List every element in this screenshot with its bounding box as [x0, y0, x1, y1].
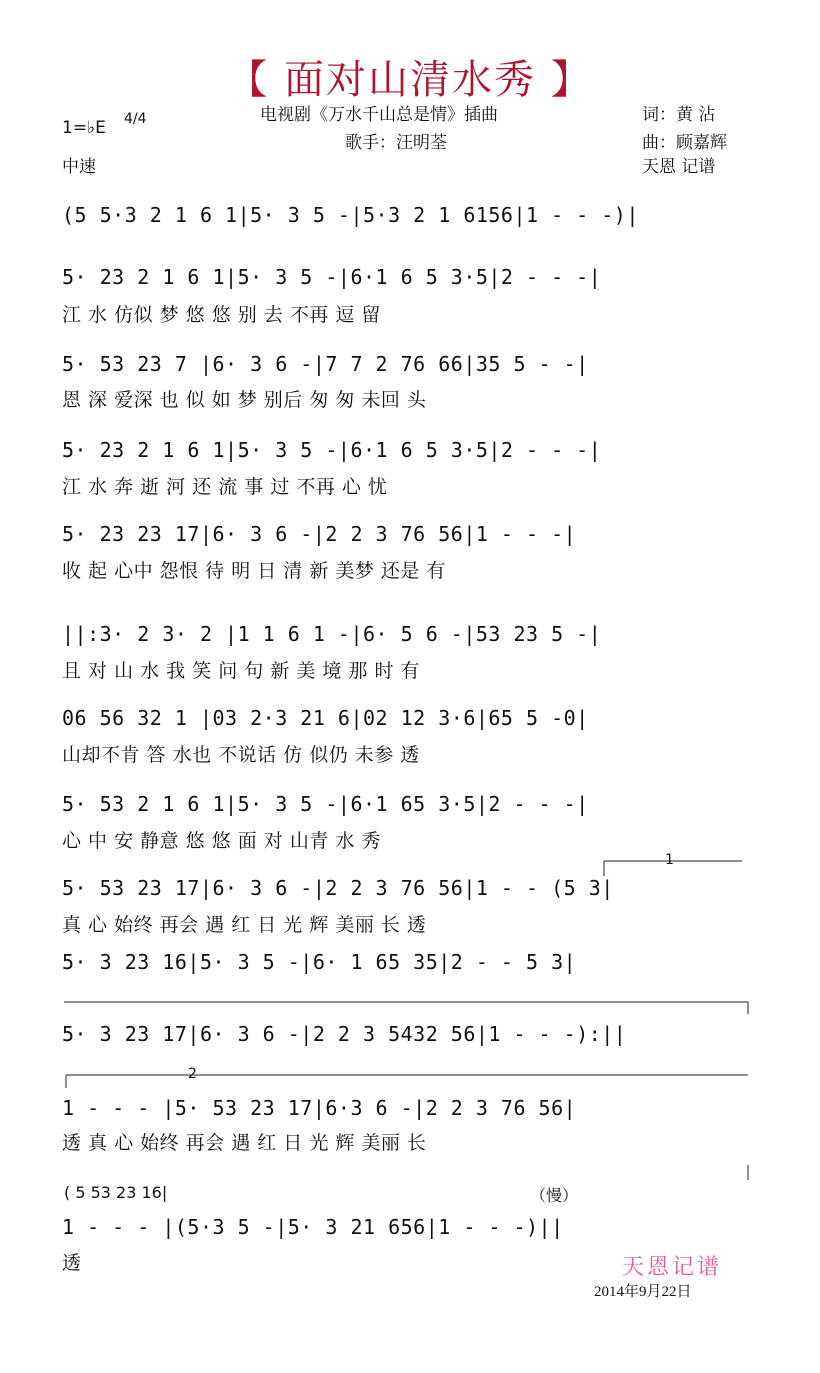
- lyricist-credit: 词：黄 沾: [642, 105, 716, 125]
- slow-marking: （慢）: [530, 1186, 579, 1205]
- score-notes-row: 5· 53 23 7 |6· 3 6 -|7 7 2 76 66|35 5 - -|: [62, 352, 589, 376]
- score-lyrics-row: 恩 深 爱深 也 似 如 梦 别后 匆 匆 未回 头: [62, 389, 427, 411]
- watermark: 天恩记谱: [622, 1255, 723, 1280]
- score-notes-row: ||:3· 2 3· 2 |1 1 6 1 -|6· 5 6 -|53 23 5 -|: [62, 622, 602, 646]
- score-lyrics-row: 且 对 山 水 我 笑 问 句 新 美 境 那 时 有: [62, 660, 421, 682]
- score-notes-row: 06 56 32 1 |03 2·3 21 6|02 12 3·6|65 5 -0|: [62, 706, 589, 730]
- score-lyrics-row: 收 起 心中 怨恨 待 明 日 清 新 美梦 还是 有: [62, 560, 446, 582]
- score-lyrics-row: 心 中 安 静意 悠 悠 面 对 山青 水 秀: [62, 830, 381, 852]
- score-lyrics-row: 江 水 仿似 梦 悠 悠 别 去 不再 逗 留: [62, 304, 381, 326]
- score-notes-row: 1 - - - |(5·3 5 -|5· 3 21 656|1 - - -)||: [62, 1215, 564, 1239]
- score-notes-row: 5· 53 2 1 6 1|5· 3 5 -|6·1 65 3·5|2 - - -|: [62, 792, 589, 816]
- score-lyrics-row: 真 心 始终 再会 遇 红 日 光 辉 美丽 长 透: [62, 914, 427, 936]
- score-lyrics-row: 透: [62, 1252, 82, 1274]
- intro-overlay-notes: ( 5 53 23 16|: [64, 1183, 168, 1202]
- score-notes-row: 5· 3 23 16|5· 3 5 -|6· 1 65 35|2 - - 5 3|: [62, 950, 577, 974]
- score-notes-row: (5 5·3 2 1 6 1|5· 3 5 -|5·3 2 1 6156|1 - - -)|: [62, 203, 639, 227]
- score-notes-row: 5· 23 23 17|6· 3 6 -|2 2 3 76 56|1 - - -|: [62, 522, 577, 546]
- transcriber-credit: 天恩 记谱: [642, 157, 716, 177]
- score-notes-row: 1 - - - |5· 53 23 17|6·3 6 -|2 2 3 76 56|: [62, 1096, 577, 1120]
- volta-1-number: 1: [665, 852, 674, 868]
- tempo-marking: 中速: [62, 157, 96, 177]
- score-notes-row: 5· 3 23 17|6· 3 6 -|2 2 3 5432 56|1 - - -):||: [62, 1022, 627, 1046]
- date-stamp: 2014年9月22日: [594, 1284, 692, 1300]
- score-lyrics-row: 江 水 奔 逝 河 还 流 事 过 不再 心 忧: [62, 476, 388, 498]
- song-source: 电视剧《万水千山总是情》插曲: [260, 105, 498, 125]
- singer-credit: 歌手：汪明荃: [345, 133, 447, 153]
- song-title: 【 面对山清水秀 】: [227, 57, 593, 103]
- composer-credit: 曲：顾嘉辉: [642, 133, 727, 153]
- score-lyrics-row: 透 真 心 始终 再会 遇 红 日 光 辉 美丽 长: [62, 1132, 427, 1154]
- score-notes-row: 5· 23 2 1 6 1|5· 3 5 -|6·1 6 5 3·5|2 - - -|: [62, 438, 602, 462]
- score-notes-row: 5· 23 2 1 6 1|5· 3 5 -|6·1 6 5 3·5|2 - - -|: [62, 265, 602, 289]
- volta-2-number: 2: [188, 1066, 197, 1082]
- key-signature: 1=♭E: [62, 118, 106, 138]
- time-signature: 4/4: [124, 111, 147, 127]
- score-notes-row: 5· 53 23 17|6· 3 6 -|2 2 3 76 56|1 - - (5 3|: [62, 876, 614, 900]
- score-lyrics-row: 山却不肯 答 水也 不说话 仿 似仍 未参 透: [62, 744, 420, 766]
